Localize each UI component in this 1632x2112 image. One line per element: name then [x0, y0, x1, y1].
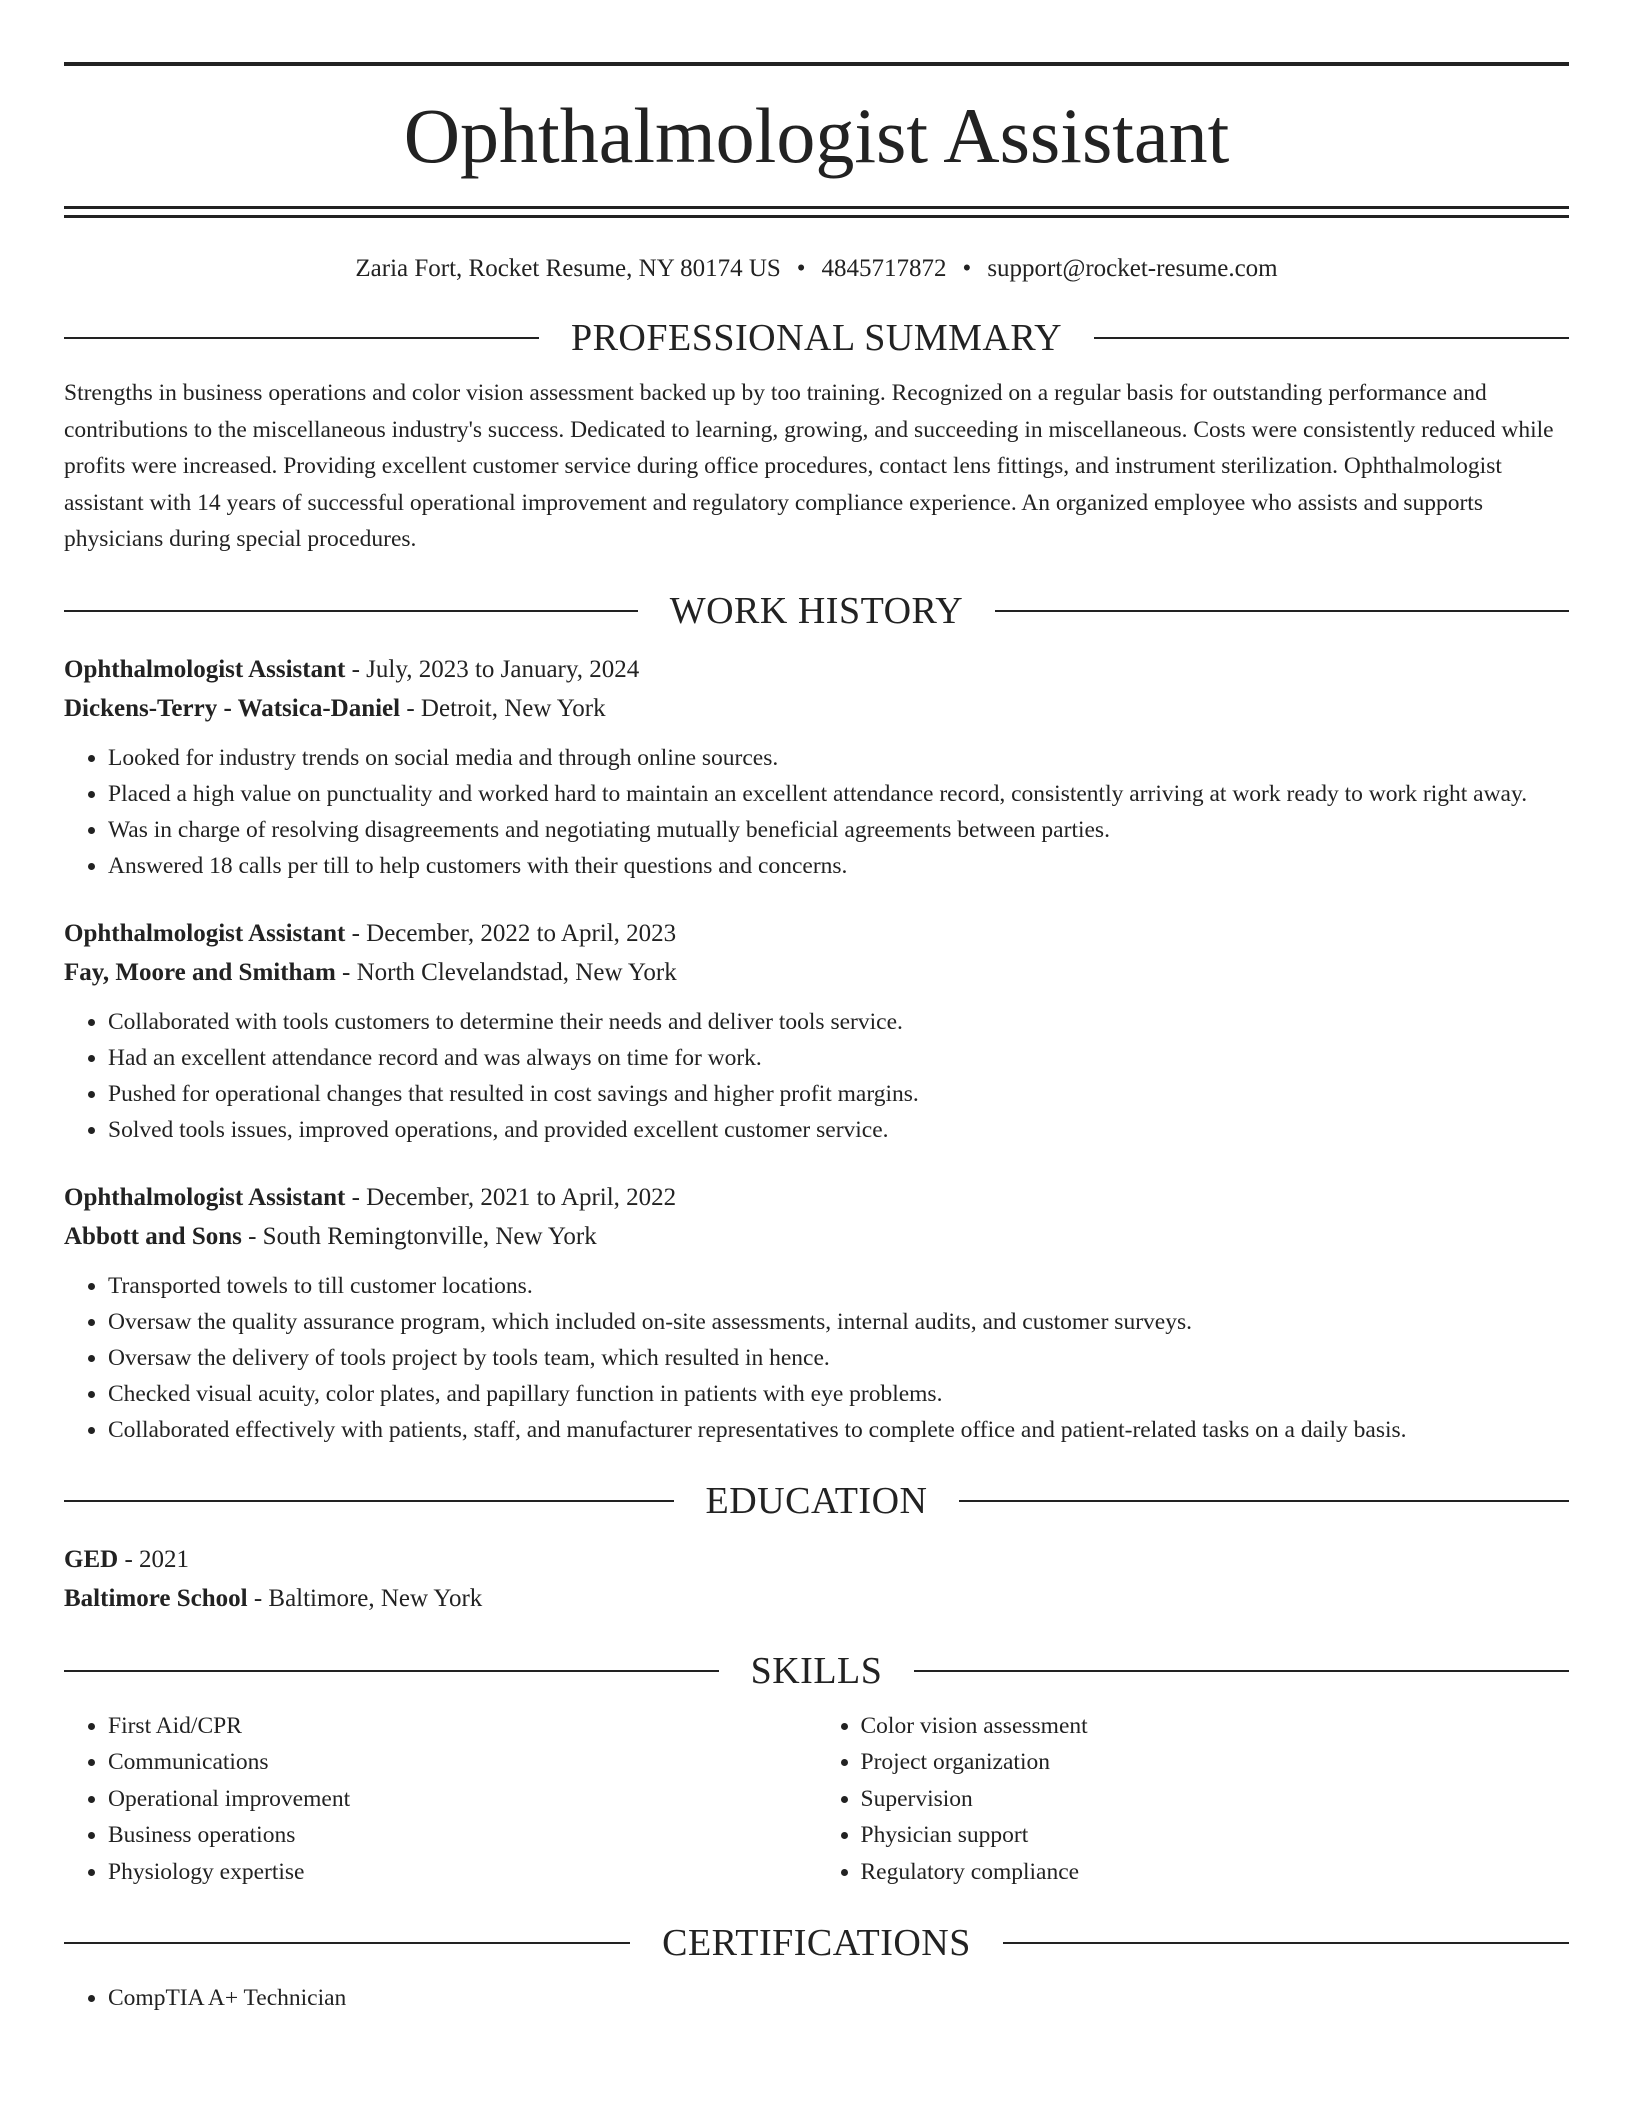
skills-column-right: [817, 1708, 1570, 1891]
heading-rule: [64, 1942, 630, 1944]
job-company-line: [64, 689, 1569, 728]
heading-rule: [64, 337, 539, 339]
title-rule-lower: [64, 215, 1569, 218]
job-dates: - July, 2023 to January, 2024: [345, 655, 640, 683]
section-heading-education: [64, 1478, 1569, 1524]
heading-rule: [995, 610, 1569, 612]
list-item: • Was in charge of resolving disagreements and negotiating mutually beneficial agreements between parties.: [108, 812, 1569, 848]
job-title: Ophthalmologist Assistant: [64, 919, 346, 947]
contact-line: [64, 253, 1569, 285]
skill-item: • First Aid/CPR: [108, 1708, 817, 1745]
contact-separator: •: [962, 255, 972, 282]
job-location: - Detroit, New York: [400, 694, 606, 722]
school-line: [64, 1579, 1569, 1618]
section-title: PROFESSIONAL SUMMARY: [570, 317, 1063, 359]
section-title: EDUCATION: [705, 1479, 928, 1522]
education-entry: [64, 1540, 1569, 1618]
job-location: - South Remingtonville, New York: [241, 1222, 597, 1250]
job-company-line: [64, 1217, 1569, 1256]
job-company: Fay, Moore and Smitham: [64, 958, 336, 986]
skill-item: • Business operations: [108, 1817, 817, 1854]
section-heading-summary: [64, 315, 1569, 361]
job-title-line: [64, 1178, 1569, 1217]
job-entry: [64, 914, 1569, 1148]
list-item: • Transported towels to till customer locations.: [108, 1268, 1569, 1304]
heading-rule: [64, 1670, 719, 1672]
job-company: Dickens-Terry - Watsica-Daniel: [64, 694, 401, 722]
job-location: - North Clevelandstad, New York: [335, 958, 677, 986]
section-heading-certifications: [64, 1920, 1569, 1966]
school-location: - Baltimore, New York: [247, 1584, 483, 1612]
list-item: • Collaborated with tools customers to determine their needs and deliver tools service.: [108, 1004, 1569, 1040]
summary-text: Strengths in business operations and color vision assessment backed up by too training. Recognized on a regular basis for outstanding performance and contributions to the miscellaneous industry's success. Dedicated to learning, growing, and succeeding in miscellaneous. Costs were consistently reduced while profits were increased. Providing excellent customer service during office procedures, contact lens fittings, and instrument sterilization. Ophthalmologist assistant with 14 years of successful operational improvement and regulatory compliance experience. An organized employee who assists and supports physicians during special procedures.: [64, 380, 1554, 552]
job-entry: [64, 1178, 1569, 1448]
resume-page: [64, 62, 1569, 2016]
skill-item: • Regulatory compliance: [861, 1854, 1570, 1891]
skill-item: • Supervision: [861, 1781, 1570, 1818]
title-rule-upper: [64, 206, 1569, 209]
list-item: • Solved tools issues, improved operations, and provided excellent customer service.: [108, 1112, 1569, 1148]
contact-address: Zaria Fort, Rocket Resume, NY 80174 US: [355, 255, 781, 282]
skills-grid: [64, 1708, 1569, 1891]
degree: GED: [64, 1545, 119, 1573]
job-bullets: [64, 740, 1569, 884]
section-heading-skills: [64, 1648, 1569, 1694]
heading-rule: [64, 1500, 674, 1502]
certification-item: • CompTIA A+ Technician: [108, 1980, 1569, 2016]
list-item: • Oversaw the delivery of tools project by tools team, which resulted in hence.: [108, 1340, 1569, 1376]
skill-item: • Project organization: [861, 1744, 1570, 1781]
skill-item: • Communications: [108, 1744, 817, 1781]
job-dates: - December, 2021 to April, 2022: [345, 1183, 677, 1211]
school-name: Baltimore School: [64, 1584, 248, 1612]
heading-rule: [959, 1500, 1569, 1502]
job-title-line: [64, 914, 1569, 953]
job-bullets: [64, 1004, 1569, 1148]
heading-rule: [914, 1670, 1569, 1672]
job-company-line: [64, 953, 1569, 992]
list-item: • Placed a high value on punctuality and worked hard to maintain an excellent attendance record, consistently arriving at work ready to work right away.: [108, 776, 1569, 812]
top-rule: [64, 62, 1569, 66]
contact-email[interactable]: support@rocket-resume.com: [987, 255, 1278, 282]
job-entry: [64, 650, 1569, 884]
job-dates: - December, 2022 to April, 2023: [345, 919, 677, 947]
skill-item: • Operational improvement: [108, 1781, 817, 1818]
list-item: • Looked for industry trends on social media and through online sources.: [108, 740, 1569, 776]
section-heading-work-history: [64, 588, 1569, 634]
section-title: SKILLS: [750, 1649, 883, 1692]
contact-separator: •: [796, 255, 806, 282]
section-title: WORK HISTORY: [669, 589, 964, 632]
skill-item: • Physician support: [861, 1817, 1570, 1854]
certifications-list: [64, 1980, 1569, 2016]
list-item: • Had an excellent attendance record and was always on time for work.: [108, 1040, 1569, 1076]
degree-year: - 2021: [118, 1545, 190, 1573]
list-item: • Checked visual acuity, color plates, and papillary function in patients with eye problems.: [108, 1376, 1569, 1412]
list-item: • Answered 18 calls per till to help customers with their questions and concerns.: [108, 848, 1569, 884]
degree-line: [64, 1540, 1569, 1579]
skill-item: • Color vision assessment: [861, 1708, 1570, 1745]
job-company: Abbott and Sons: [64, 1222, 242, 1250]
job-title: Ophthalmologist Assistant: [64, 1183, 346, 1211]
job-title-line: [64, 650, 1569, 689]
contact-phone: 4845717872: [821, 255, 947, 282]
job-title: Ophthalmologist Assistant: [64, 655, 346, 683]
section-title: CERTIFICATIONS: [662, 1922, 971, 1964]
heading-rule: [1094, 337, 1569, 339]
heading-rule: [64, 610, 638, 612]
skill-item: • Physiology expertise: [108, 1854, 817, 1891]
job-bullets: [64, 1268, 1569, 1448]
list-item: • Pushed for operational changes that resulted in cost savings and higher profit margins.: [108, 1076, 1569, 1112]
heading-rule: [1003, 1942, 1569, 1944]
list-item: • Oversaw the quality assurance program, which included on-site assessments, internal audits, and customer surveys.: [108, 1304, 1569, 1340]
list-item: • Collaborated effectively with patients, staff, and manufacturer representatives to complete office and patient-related tasks on a daily basis.: [108, 1412, 1569, 1448]
skills-column-left: [64, 1708, 817, 1891]
resume-title: Ophthalmologist Assistant: [403, 92, 1230, 179]
